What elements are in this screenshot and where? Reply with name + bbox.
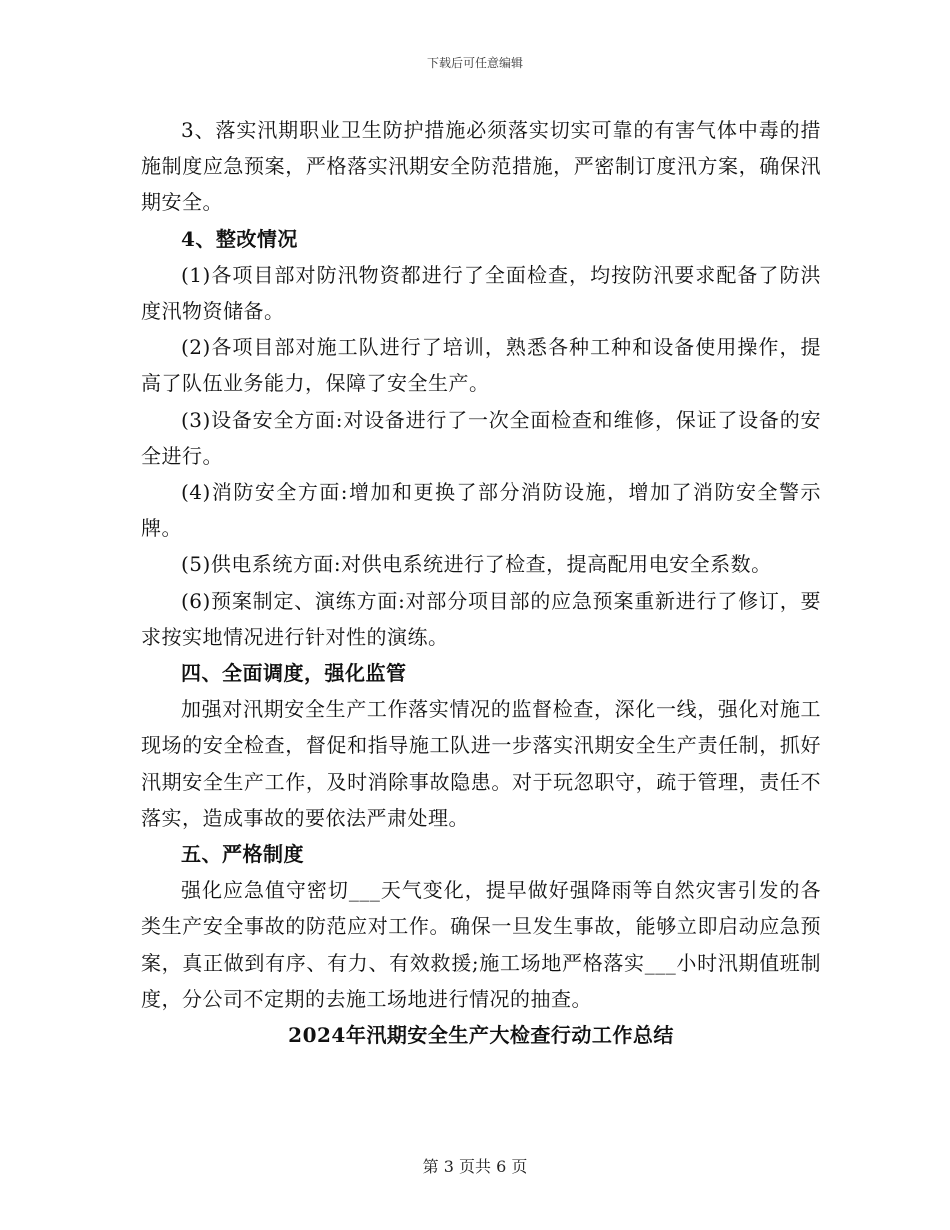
page-footer: 第 3 页共 6 页 [422, 1157, 528, 1176]
paragraph: (4)消防安全方面:增加和更换了部分消防设施，增加了消防安全警示牌。 [141, 480, 821, 541]
paragraph: (6)预案制定、演练方面:对部分项目部的应急预案重新进行了修订，要求按实地情况进行针对性的演练。 [141, 588, 821, 649]
paragraph: (5)供电系统方面:对供电系统进行了检查，提高配用电安全系数。 [181, 552, 772, 577]
paragraph: 3、落实汛期职业卫生防护措施必须落实切实可靠的有害气体中毒的措施制度应急预案，严格落实汛期安全防范措施，严密制订度汛方案，确保汛期安全。 [141, 118, 821, 215]
header-note: 下载后可任意编辑 [426, 56, 523, 70]
paragraph: (2)各项目部对施工队进行了培训，熟悉各种工种和设备使用操作，提高了队伍业务能力，保障了安全生产。 [141, 335, 821, 396]
paragraph: (1)各项目部对防汛物资都进行了全面检查，均按防汛要求配备了防洪度汛物资储备。 [141, 262, 821, 324]
paragraph: 加强对汛期安全生产工作落实情况的监督检查，深化一线，强化对施工现场的安全检查，督促和指导施工队进一步落实汛期安全生产责任制，抓好汛期安全生产工作，及时消除事故隐患。对于玩忽职守，疏于管理，责任不落实，造成事故的要依法严肃处理。 [141, 697, 821, 830]
section-heading: 4、整改情况 [181, 226, 298, 251]
section-heading: 五、严格制度 [181, 842, 304, 867]
section-heading: 四、全面调度，强化监管 [181, 661, 407, 686]
paragraph: (3)设备安全方面:对设备进行了一次全面检查和维修，保证了设备的安全进行。 [141, 407, 821, 468]
paragraph: 强化应急值守密切___天气变化，提早做好强降雨等自然灾害引发的各类生产安全事故的防范应对工作。确保一旦发生事故，能够立即启动应急预案，真正做到有序、有力、有效救援;施工场地严格落实___小时汛期值班制度，分公司不定期的去施工场地进行情况的抽查。 [141, 878, 821, 1011]
document-body [141, 112, 821, 1053]
document-title: 2024年汛期安全生产大检查行动工作总结 [288, 1023, 674, 1048]
